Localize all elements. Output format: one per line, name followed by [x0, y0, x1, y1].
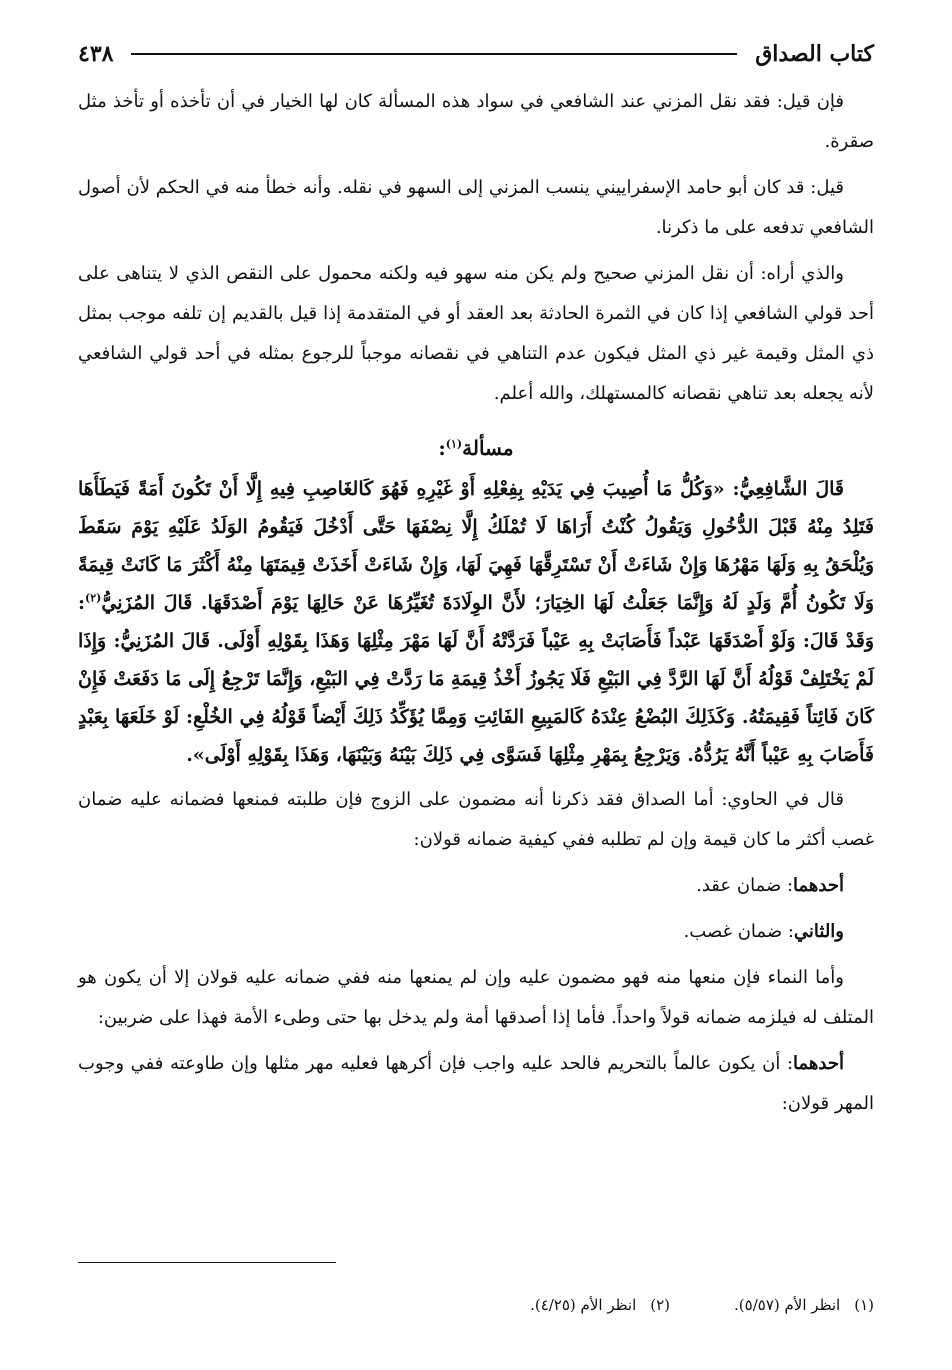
- list-item: [78, 866, 874, 906]
- footnote-ref: (١): [445, 437, 463, 451]
- item-label: أحدهما: [793, 1053, 844, 1074]
- quote-text: قَالَ الشَّافِعِيُّ: «وَكُلُّ مَا أُصِيبَ فِي يَدَيْهِ بِفِعْلِهِ أَوْ غَيْرِهِ فَهُوَ كَالغَاصِبِ فِيهِ إِلَّا أَنْ تَكُونَ أَمَةً فَيَطَأَهَا فَتَلِدُ مِنْهُ قَبْلَ الدُّخُولِ وَيَقُولُ كُنْتُ أَرَاهَا لَا تُمْلَكُ إِلَّا نِصْفَهَا حَتَّى أَدْخُلَ فَيَقُومُ الوَلَدُ عَلَيْهِ يَوْمَ سَقَطَ وَيُلْحَقُ بِهِ وَلَهَا مَهْرُهَا وَإِنْ شَاءَتْ أَنْ تَسْتَرِقَّهَا فَهِيَ لَهَا، وَإِنْ شَاءَتْ أَخَذَتْ قِيمَتَهَا مِنْهُ أَكْثَرَ مَا كَانَتْ قِيمَةً وَلَا تَكُونُ أُمَّ وَلَدٍ لَهُ وَإِنَّمَا جَعَلْتُ لَهَا الخِيَارَ؛ لأَنَّ الوِلَادَةَ تُغَيِّرُهَا عَنْ حَالِهَا يَوْمَ أَصْدَقَهَا. قَالَ المُزَنِيُّ: [78, 478, 874, 614]
- item-text: : ضمان عقد.: [696, 875, 794, 896]
- paragraph: والذي أراه: أن نقل المزني صحيح ولم يكن منه سهو فيه ولكنه محمول على النقص الذي لا يتناهى على أحد قولي الشافعي إذا كان في الثمرة الحادثة بعد العقد أو في المتقدمة إذا قيل بالقديم إن تلفه موجب بمثل ذي المثل وقيمة غير ذي المثل فيكون عدم التناهي في نقصانه موجباً للرجوع بمثله في أحد قولي الشافعي لأنه يجعله بعد تناهي نقصانه كالمستهلك، والله أعلم.: [78, 263, 874, 404]
- item-text: : أن يكون عالماً بالتحريم فالحد عليه واجب فإن أكرهها فعليه مهر مثلها وإن طاوعته ففي وجوب المهر قولان:: [78, 1053, 874, 1114]
- footnotes: [516, 1296, 874, 1314]
- footnote-divider: [78, 1262, 336, 1263]
- item-label: أحدهما: [793, 875, 844, 896]
- heading-colon: :: [438, 436, 446, 460]
- footnote-1: [720, 1296, 874, 1314]
- list-item: [78, 912, 874, 952]
- paragraph: قال في الحاوي: أما الصداق فقد ذكرنا أنه مضمون على الزوج فإن طلبته فمنعها فضمانه عليه ضمان غصب أكثر ما كان قيمة وإن لم تطلبه ففي كيفية ضمانه قولان:: [78, 789, 874, 850]
- header-rule: [131, 53, 737, 55]
- quote-text: : وَقَدْ قَالَ: وَلَوْ أَصْدَقَهَا عَبْداً فَأَصَابَتْ بِهِ عَيْباً فَرَدَّتْهُ أَنَّ لَهَا مَهْرَ مِثْلِهَا وَهَذَا بِقَوْلِهِ أَوْلَى. قَالَ المُزَنِيُّ: وَإِذَا لَمْ يَخْتَلِفْ قَوْلُهُ أَنَّ لَهَا الرَّدَّ فِي البَيْعِ فَلَا يَجُوزُ أَخْذُ قِيمَةِ مَا رَدَّتْ فِي البَيْعِ، وَإِنَّمَا تَرْجِعُ إِلَى مَا دَفَعَتْ فَإِنْ كَانَ فَائِتاً فَقِيمَتُهُ. وَكَذَلِكَ البُضْعُ عِنْدَهُ كَالمَبِيعِ الفَائِتِ وَمِمَّا يُؤَكِّدُ ذَلِكَ أَيْضاً قَوْلُهُ فِي الخُلْعِ: لَوْ خَلَعَهَا بِعَبْدٍ فَأَصَابَ بِهِ عَيْباً أَنَّهُ يَرُدُّهُ. وَيَرْجِعُ بِمَهْرِ مِثْلِهَا فَسَوَّى فِي ذَلِكَ بَيْنَهُ وَبَيْنَهَا، وَهَذَا بِقَوْلِهِ أَوْلَى».: [78, 592, 874, 766]
- footnote-text: انظر الأم (٥/٥٧).: [734, 1296, 841, 1314]
- footnote-ref: (٢): [85, 591, 102, 605]
- paragraph: [78, 1044, 874, 1124]
- paragraph: وأما النماء فإن منعها منه فهو مضمون عليه وإن لم يمنعها منه ففي ضمانه عليه قولان إلا أن يكون هو المتلف له فيلزمه ضمانه قولاً واحداً. فأما إذا أصدقها أمة ولم يدخل بها حتى وطىء الأمة فهذا على ضربين:: [78, 967, 874, 1028]
- footnote-number: (٢): [650, 1296, 671, 1314]
- item-text: : ضمان غصب.: [683, 921, 794, 942]
- footnote-text: انظر الأم (٤/٢٥).: [530, 1296, 637, 1314]
- shafii-quote: [78, 470, 874, 774]
- paragraph: قيل: قد كان أبو حامد الإسفراييني ينسب المزني إلى السهو في نقله. وأنه خطأ منه في الحكم لأن أصول الشافعي تدفعه على ما ذكرنا.: [78, 177, 874, 238]
- section-heading: [78, 428, 874, 468]
- chapter-title: كتاب الصداق: [755, 41, 874, 67]
- page-number: ٤٣٨: [78, 41, 114, 67]
- footnote-number: (١): [854, 1296, 874, 1314]
- heading-text: مسألة: [462, 436, 514, 460]
- footnote-2: [516, 1296, 670, 1314]
- item-label: والثاني: [793, 921, 844, 942]
- page-header: [78, 34, 874, 74]
- page-body: [78, 82, 874, 1130]
- paragraph: فإن قيل: فقد نقل المزني عند الشافعي في سواد هذه المسألة كان لها الخيار في أن تأخذه أو تأخذ مثل صقرة.: [78, 91, 874, 152]
